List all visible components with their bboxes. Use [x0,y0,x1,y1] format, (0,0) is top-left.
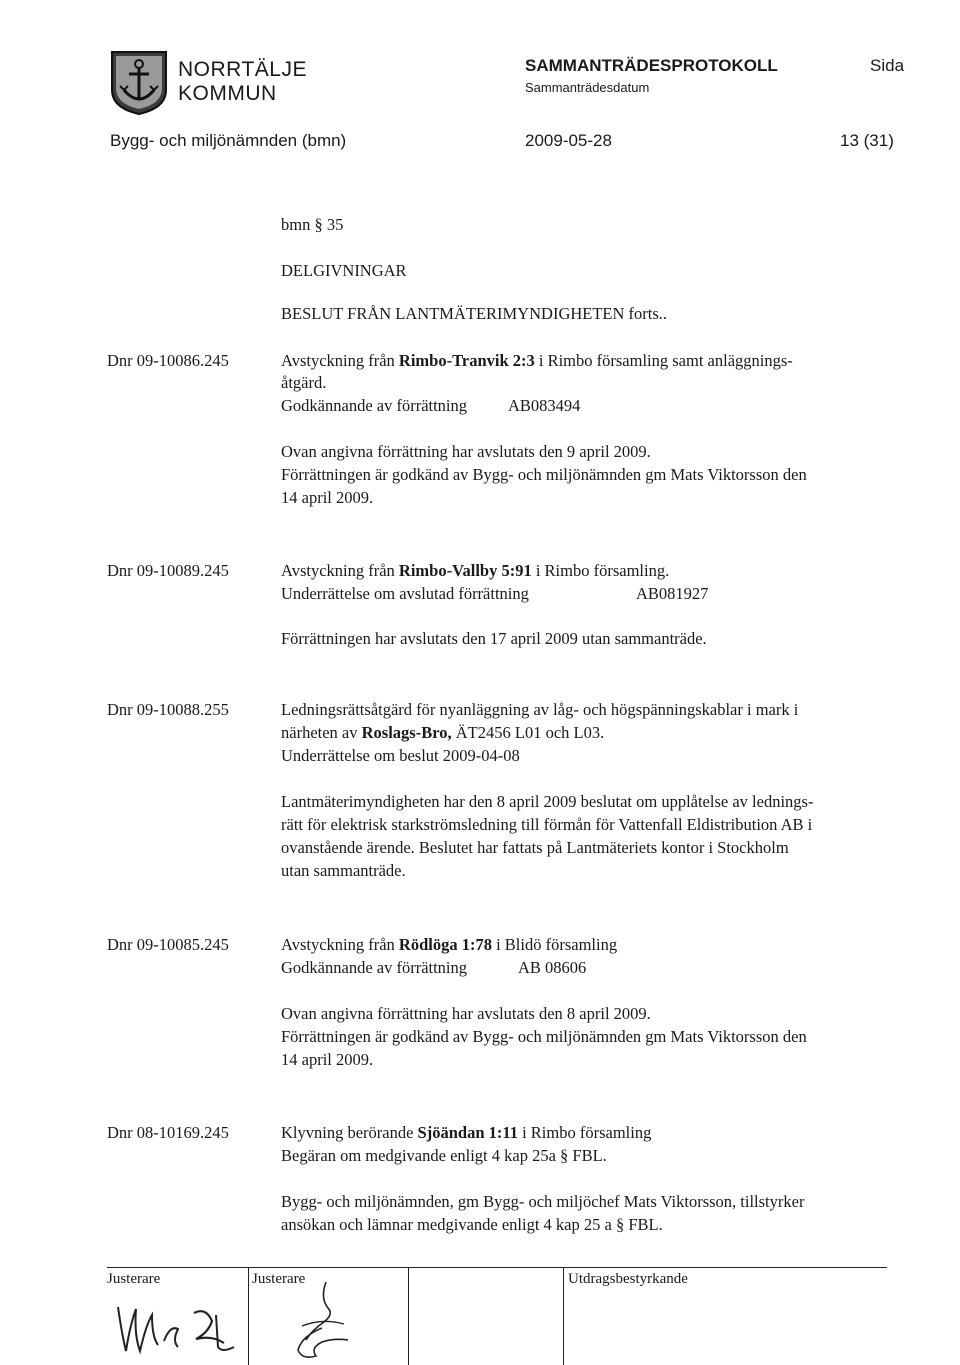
entry-decision-label: Godkännande av förrättning [281,396,468,415]
footer-utdragsbestyrkande-label: Utdragsbestyrkande [568,1271,688,1287]
meeting-date: 2009-05-28 [525,131,612,150]
entry-decision-label: Begäran om medgivande enligt 4 kap 25a § FBL. [281,1146,607,1165]
entry-text: Bygg- och miljönämnden, gm Bygg- och miljöchef Mats Viktorsson, tillstyrker [281,1192,805,1211]
entry-text: 14 april 2009. [281,488,374,507]
entry-dnr: Dnr 09-10089.245 [107,561,229,580]
footer-justerare-label: Justerare [107,1271,161,1287]
entry-title: Avstyckning från Rimbo-Vallby 5:91 i Rimbo församling. [281,561,670,580]
entry-text: Förrättningen har avslutats den 17 april 2009 utan sammanträde. [281,629,707,648]
page-number: 13 (31) [840,131,894,150]
entry-text: 14 april 2009. [281,1050,374,1069]
entry-decision-label: Underrättelse om beslut 2009-04-08 [281,746,520,765]
entry-case-code: AB081927 [636,584,709,603]
signature-1 [112,1295,252,1359]
section-subheading: BESLUT FRÅN LANTMÄTERIMYNDIGHETEN forts.. [281,304,668,323]
property-name: Rimbo-Tranvik 2:3 [398,351,535,370]
entry-title-cont: åtgärd. [281,373,327,392]
entry-case-code: AB 08606 [518,958,587,977]
entry-text: ansökan och lämnar medgivande enligt 4 kap 25 a § FBL. [281,1215,663,1234]
footer-justerare-label: Justerare [252,1271,306,1287]
entry-text: ovanstående ärende. Beslutet har fattats på Lantmäteriets kontor i Stockholm [281,838,789,857]
board-name: Bygg- och miljönämnden (bmn) [110,131,347,150]
municipal-crest-logo [110,50,168,116]
entry-dnr: Dnr 09-10086.245 [107,351,229,370]
entry-text: utan sammanträde. [281,861,406,880]
entry-case-code: AB083494 [508,396,581,415]
organization-name-line1: NORRTÄLJE [178,58,307,81]
entry-text: Förrättningen är godkänd av Bygg- och miljönämnden gm Mats Viktorsson den [281,465,807,484]
entry-title: Avstyckning från Rödlöga 1:78 i Blidö församling [281,935,618,954]
footer-divider [107,1267,887,1268]
entry-title: Avstyckning från Rimbo-Tranvik 2:3 i Rimbo församling samt anläggnings- [281,351,793,370]
paragraph-number: bmn § 35 [281,215,344,234]
entry-dnr: Dnr 08-10169.245 [107,1123,229,1142]
document-subtitle: Sammanträdesdatum [525,80,650,95]
footer-column-divider [563,1267,564,1365]
entry-text: Förrättningen är godkänd av Bygg- och miljönämnden gm Mats Viktorsson den [281,1027,807,1046]
organization-name-line2: KOMMUN [178,82,277,105]
entry-title: Klyvning berörande Sjöändan 1:11 i Rimbo församling [281,1123,652,1142]
document-type: SAMMANTRÄDESPROTOKOLL [525,56,778,75]
property-name: Rimbo-Vallby 5:91 [398,561,532,580]
entry-decision-label: Underrättelse om avslutad förrättning [281,584,529,603]
property-name: Rödlöga 1:78 [398,935,492,954]
entry-title-cont: närheten av Roslags-Bro, ÄT2456 L01 och L03. [281,723,605,742]
signature-2 [262,1278,372,1362]
entry-title: Ledningsrättsåtgärd för nyanläggning av låg- och högspänningskablar i mark i [281,700,799,719]
entry-decision-label: Godkännande av förrättning [281,958,468,977]
section-heading: DELGIVNINGAR [281,261,407,280]
entry-dnr: Dnr 09-10088.255 [107,700,229,719]
entry-text: Ovan angivna förrättning har avslutats den 8 april 2009. [281,1004,651,1023]
property-name: Sjöändan 1:11 [417,1123,518,1142]
entry-text: rätt för elektrisk starkströmsledning till förmån för Vattenfall Eldistribution AB i [281,815,813,834]
entry-text: Lantmäterimyndigheten har den 8 april 2009 beslutat om upplåtelse av lednings- [281,792,814,811]
entry-text: Ovan angivna förrättning har avslutats den 9 april 2009. [281,442,651,461]
property-name: Roslags-Bro, [361,723,452,742]
footer-column-divider [408,1267,409,1365]
page-label: Sida [870,56,905,75]
entry-dnr: Dnr 09-10085.245 [107,935,229,954]
